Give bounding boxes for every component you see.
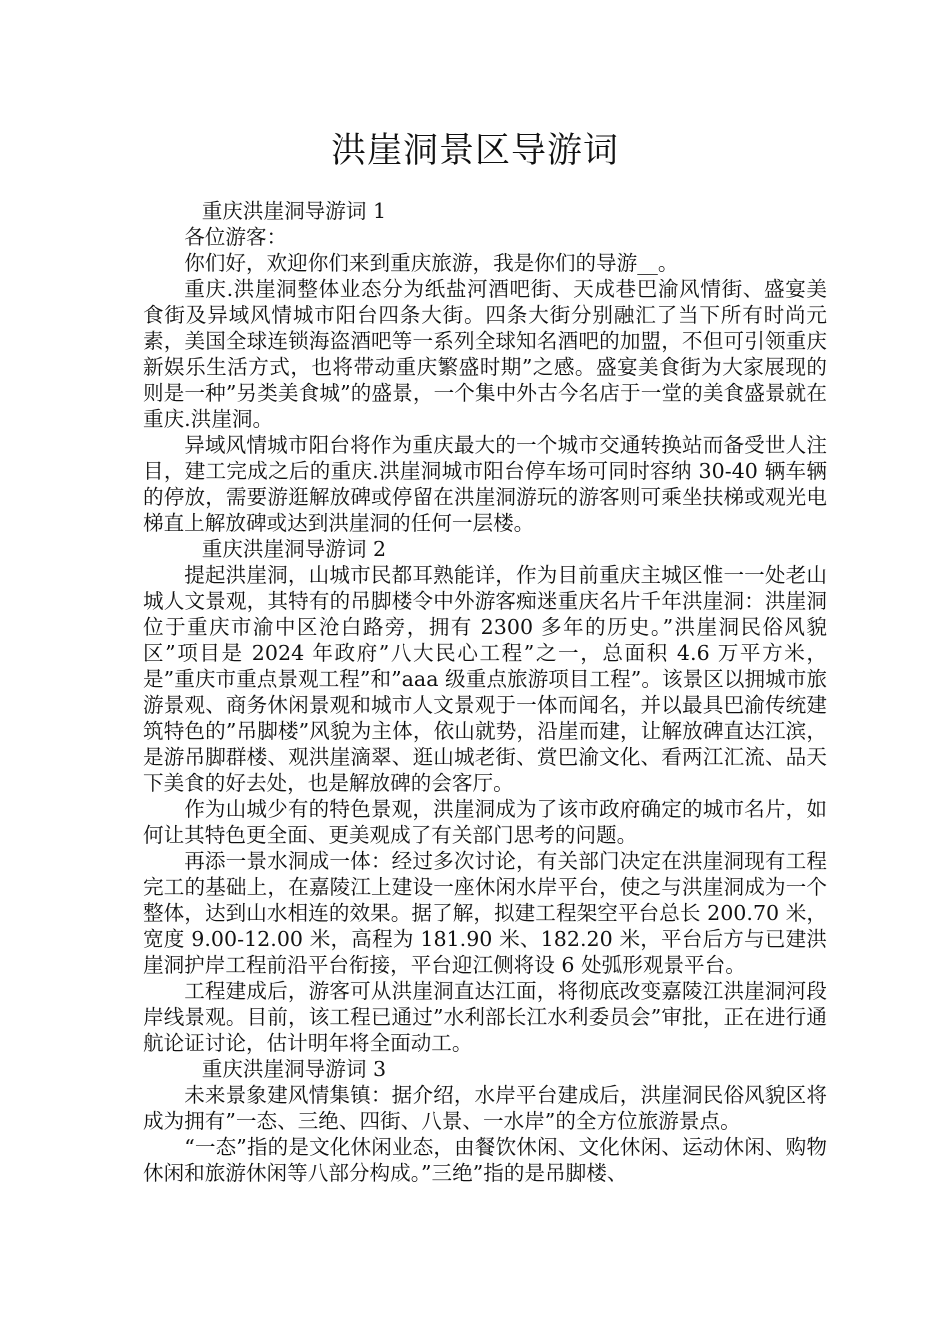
paragraph: 你们好，欢迎你们来到重庆旅游，我是你们的导游__。 [184, 251, 679, 275]
section-heading: 重庆洪崖洞导游词 1 [201, 199, 387, 223]
paragraph: 提起洪崖洞，山城市民都耳熟能详，作为目前重庆主城区惟一一处老山城人文景观，其特有的吊脚楼令中外游客痴迷重庆名片千年洪崖洞：洪崖洞位于重庆市渝中区沧白路旁，拥有 2300 多年的历史。”洪崖洞民俗风貌区”项目是 2024 年政府”八大民心工程”之一，总面积 4.6 万平方米，是”重庆市重点景观工程”和”aaa 级重点旅游项目工程”。该景区以拥城市旅游景观、商务休闲景观和城市人文景观于一体而闻名，并以最具巴渝传统建筑特色的”吊脚楼”风貌为主体，依山就势，沿崖而建，让解放碑直达江滨，是游吊脚群楼、观洪崖滴翠、逛山城老街、赏巴渝文化、看两江汇流、品天下美食的好去处，也是解放碑的会客厅。 [143, 563, 827, 795]
section-heading: 重庆洪崖洞导游词 2 [201, 537, 387, 561]
paragraph: 重庆.洪崖洞整体业态分为纸盐河酒吧街、天成巷巴渝风情街、盛宴美食街及异域风情城市阳台四条大街。四条大街分别融汇了当下所有时尚元素，美国全球连锁海盗酒吧等一系列全球知名酒吧的加盟，不但可引领重庆新娱乐生活方式，也将带动重庆繁盛时期”之感。盛宴美食街为大家展现的则是一种”另类美食城”的盛景，一个集中外古今名店于一堂的美食盛景就在重庆.洪崖洞。 [143, 277, 827, 431]
paragraph: 未来景象建风情集镇：据介绍，水岸平台建成后，洪崖洞民俗风貌区将成为拥有”一态、三绝、四街、八景、一水岸”的全方位旅游景点。 [143, 1083, 827, 1133]
paragraph: 再添一景水洞成一体：经过多次讨论，有关部门决定在洪崖洞现有工程完工的基础上，在嘉陵江上建设一座休闲水岸平台，使之与洪崖洞成为一个整体，达到山水相连的效果。据了解，拟建工程架空平台总长 200.70 米，宽度 9.00-12.00 米，高程为 181.90 米、182.20 米，平台后方与已建洪崖洞护岸工程前沿平台衔接，平台迎江侧将设 6 处弧形观景平台。 [143, 849, 827, 977]
paragraph: 异域风情城市阳台将作为重庆最大的一个城市交通转换站而备受世人注目，建工完成之后的重庆.洪崖洞城市阳台停车场可同时容纳 30-40 辆车辆的停放，需要游逛解放碑或停留在洪崖洞游玩的游客则可乘坐扶梯或观光电梯直上解放碑或达到洪崖洞的任何一层楼。 [143, 433, 827, 535]
paragraph: 各位游客： [184, 225, 288, 249]
document-body [143, 198, 827, 1186]
paragraph: “一态”指的是文化休闲业态，由餐饮休闲、文化休闲、运动休闲、购物休闲和旅游休闲等八部分构成。”三绝”指的是吊脚楼、 [143, 1135, 827, 1185]
section-heading: 重庆洪崖洞导游词 3 [201, 1057, 387, 1081]
paragraph: 工程建成后，游客可从洪崖洞直达江面，将彻底改变嘉陵江洪崖洞河段岸线景观。目前，该工程已通过”水利部长江水利委员会”审批，正在进行通航论证讨论，估计明年将全面动工。 [143, 979, 827, 1055]
document-title: 洪崖洞景区导游词 [330, 131, 619, 171]
paragraph: 作为山城少有的特色景观，洪崖洞成为了该市政府确定的城市名片，如何让其特色更全面、更美观成了有关部门思考的问题。 [143, 797, 827, 847]
